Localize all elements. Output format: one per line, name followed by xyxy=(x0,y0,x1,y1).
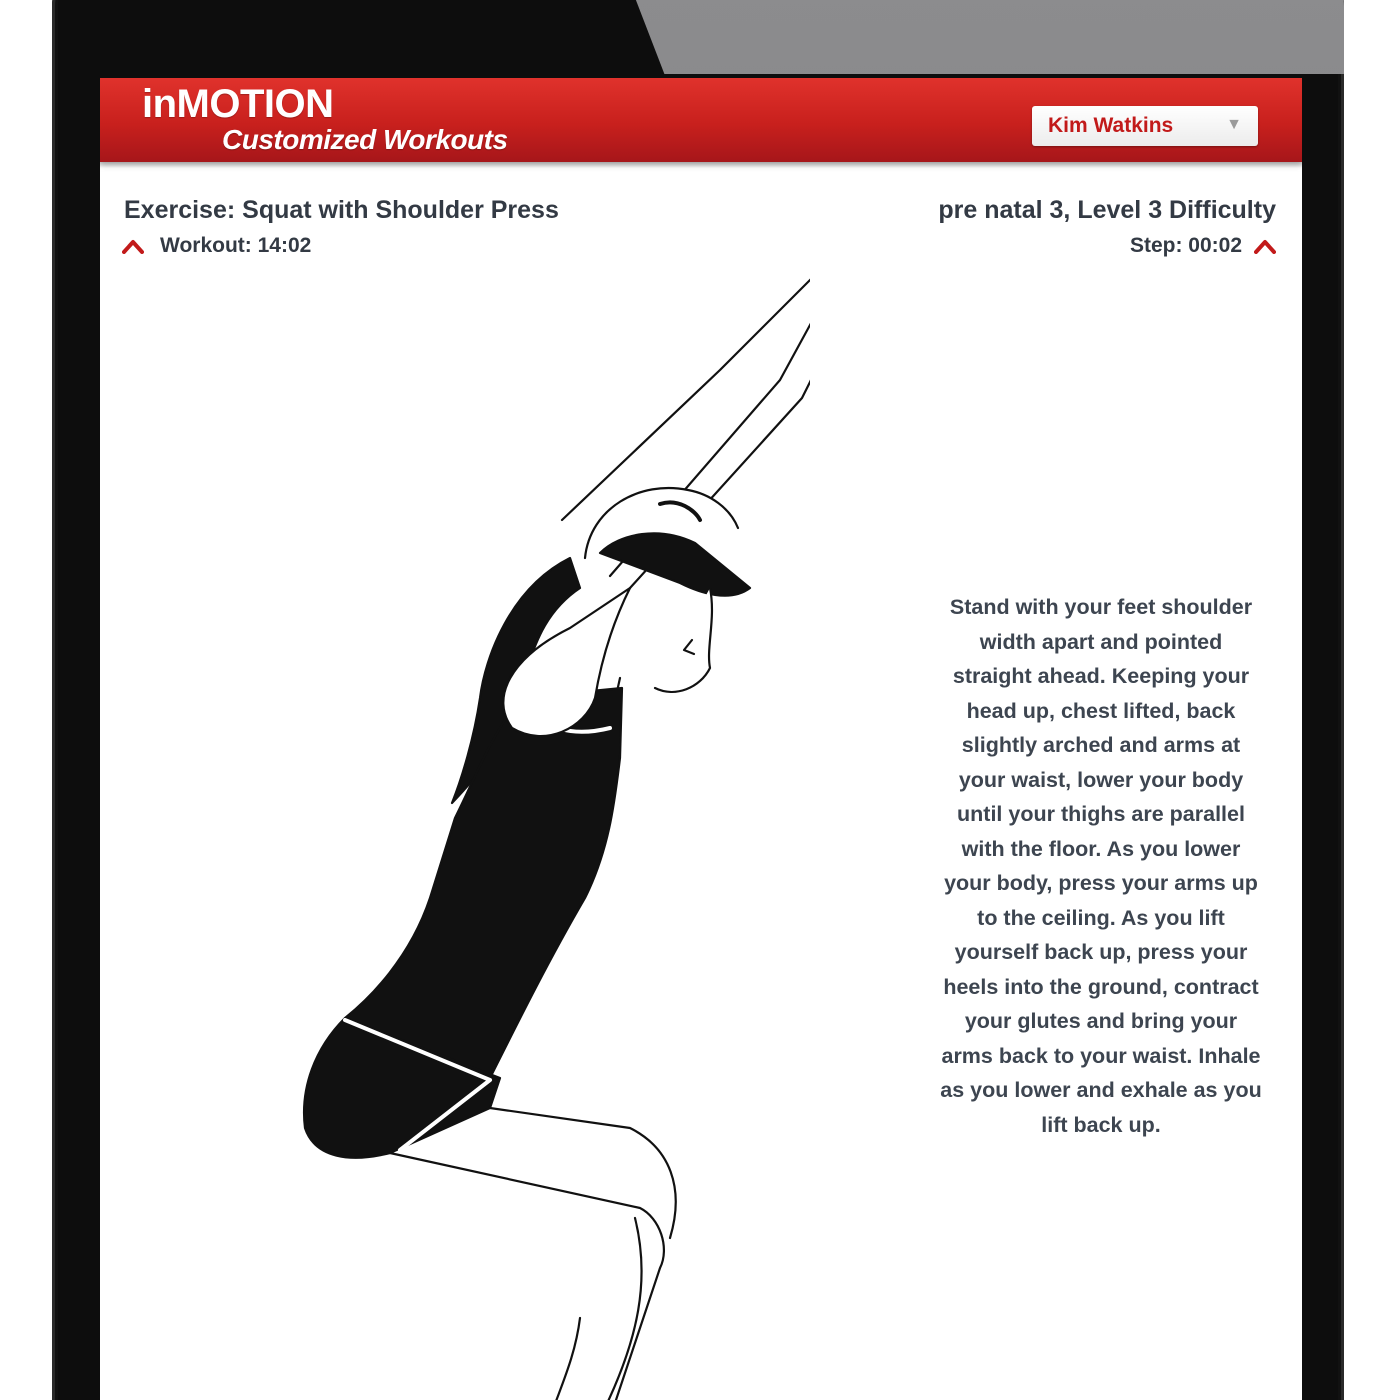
app-screen xyxy=(100,78,1302,1400)
exercise-illustration xyxy=(190,258,810,1400)
chevron-up-icon xyxy=(122,238,144,254)
step-timer: Step: 00:02 xyxy=(1129,234,1242,257)
app-header xyxy=(100,78,1302,162)
difficulty-label: pre natal 3, Level 3 Difficulty xyxy=(938,196,1276,224)
user-select[interactable] xyxy=(1032,106,1258,146)
chevron-up-icon xyxy=(1254,238,1276,254)
app-subtitle: Customized Workouts xyxy=(222,124,508,155)
exercise-title: Exercise: Squat with Shoulder Press xyxy=(124,196,559,224)
caret-down-icon: ▼ xyxy=(1226,116,1242,133)
app-title: inMOTION xyxy=(142,82,334,126)
workout-timer: Workout: 14:02 xyxy=(160,234,312,257)
user-select-value: Kim Watkins xyxy=(1048,114,1174,137)
step-timer-toggle[interactable] xyxy=(1130,234,1276,258)
exercise-instructions: Stand with your feet shoulder width apart and pointed straight ahead. Keeping your head up, chest lifted, back slightly arched and arms at your waist, lower your body until your thighs are parallel with the floor. As you lower your body, press your arms up to the ceiling. As you lift yourself back up, press your heels into the ground, contract your glutes and bring your arms back to your waist. Inhale as you lower and exhale as you lift back up. xyxy=(940,595,1262,1137)
workout-timer-toggle[interactable] xyxy=(122,234,311,258)
